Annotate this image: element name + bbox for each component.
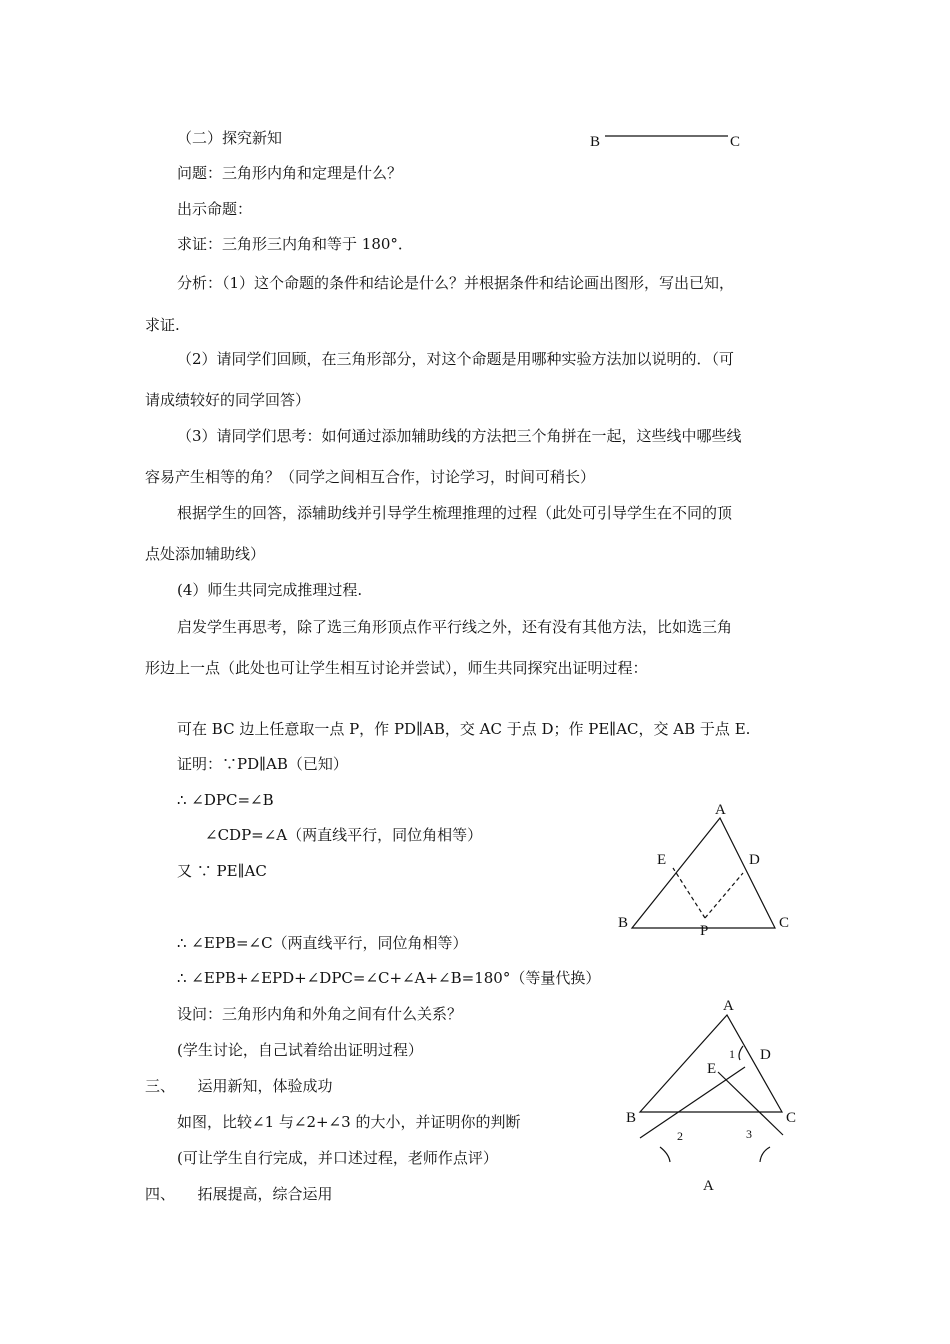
proof-step-4: 又 ∵ PE∥AC	[177, 862, 267, 880]
text-self-complete: (可让学生自行完成，并口述过程，老师作点评）	[177, 1149, 498, 1167]
text-compare-angles: 如图，比较∠1 与∠2+∠3 的大小，并证明你的判断	[177, 1113, 521, 1131]
label-c: C	[786, 1110, 797, 1126]
section-heading-extend: 四、 拓展提高，综合运用	[145, 1185, 333, 1203]
figure-segment-bc	[580, 125, 770, 155]
label-b: B	[590, 134, 601, 150]
proof-step-6: ∴ ∠EPB+∠EPD+∠DPC=∠C+∠A+∠B=180°（等量代换）	[177, 969, 601, 987]
text-inspire-cont: 形边上一点（此处也可让学生相互讨论并尝试），师生共同探究出证明过程：	[145, 659, 648, 677]
proof-step-2: ∴ ∠DPC=∠B	[177, 791, 274, 809]
text-guidance-cont: 点处添加辅助线）	[145, 545, 266, 563]
text-construction: 可在 BC 边上任意取一点 P，作 PD∥AB，交 AC 于点 D；作 PE∥AC，交 AB 于点 E.	[177, 720, 751, 738]
text-analysis-1: 分析：（1）这个命题的条件和结论是什么？并根据条件和结论画出图形，写出已知，	[177, 274, 735, 292]
label-d: D	[749, 852, 760, 868]
text-inspire: 启发学生再思考，除了选三角形顶点作平行线之外，还有没有其他方法，比如选三角	[177, 618, 733, 636]
label-a: A	[715, 802, 726, 818]
text-analysis-2: （2）请同学们回顾，在三角形部分，对这个命题是用哪种实验方法加以说明的．（可	[177, 350, 735, 368]
label-d: D	[760, 1047, 771, 1063]
label-angle-1: 1	[729, 1047, 735, 1061]
text-analysis-2-cont: 请成绩较好的同学回答）	[145, 391, 311, 409]
proof-step-5: ∴ ∠EPB=∠C（两直线平行，同位角相等）	[177, 934, 468, 952]
label-angle-3: 3	[746, 1127, 752, 1141]
text-analysis-4: (4）师生共同完成推理过程.	[177, 581, 363, 599]
label-angle-2: 2	[677, 1129, 683, 1143]
label-a: A	[723, 998, 734, 1014]
section-heading-explore: （二）探究新知	[177, 129, 283, 147]
label-e: E	[657, 852, 667, 868]
text-student-discuss: (学生讨论，自己试着给出证明过程）	[177, 1041, 423, 1059]
section-heading-apply: 三、 运用新知，体验成功	[145, 1077, 333, 1095]
label-b: B	[626, 1110, 637, 1126]
label-a-bottom: A	[703, 1178, 714, 1194]
label-e: E	[707, 1061, 717, 1077]
text-show-proposition: 出示命题：	[177, 200, 253, 218]
text-guidance: 根据学生的回答，添辅助线并引导学生梳理推理的过程（此处可引导学生在不同的顶	[177, 504, 733, 522]
label-c: C	[779, 915, 790, 931]
figure-triangle-angles	[615, 990, 810, 1195]
text-analysis-3-cont: 容易产生相等的角？（同学之间相互合作，讨论学习，时间可稍长）	[145, 468, 596, 486]
proof-step-1: 证明：∵PD∥AB（已知）	[177, 755, 348, 773]
text-question-exterior: 设问：三角形内角和外角之间有什么关系？	[177, 1005, 463, 1023]
proof-step-3: ∠CDP=∠A（两直线平行，同位角相等）	[205, 826, 483, 844]
text-analysis-3: （3）请同学们思考：如何通过添加辅助线的方法把三个角拼在一起，这些线中哪些线	[177, 427, 742, 445]
figure-triangle-pde	[610, 795, 800, 940]
text-prove: 求证：三角形三内角和等于 180°．	[177, 235, 413, 253]
label-p: P	[700, 923, 709, 939]
label-b: B	[618, 915, 629, 931]
text-analysis-1-cont: 求证.	[145, 316, 180, 334]
label-c: C	[730, 134, 741, 150]
text-question: 问题：三角形内角和定理是什么？	[177, 164, 403, 182]
